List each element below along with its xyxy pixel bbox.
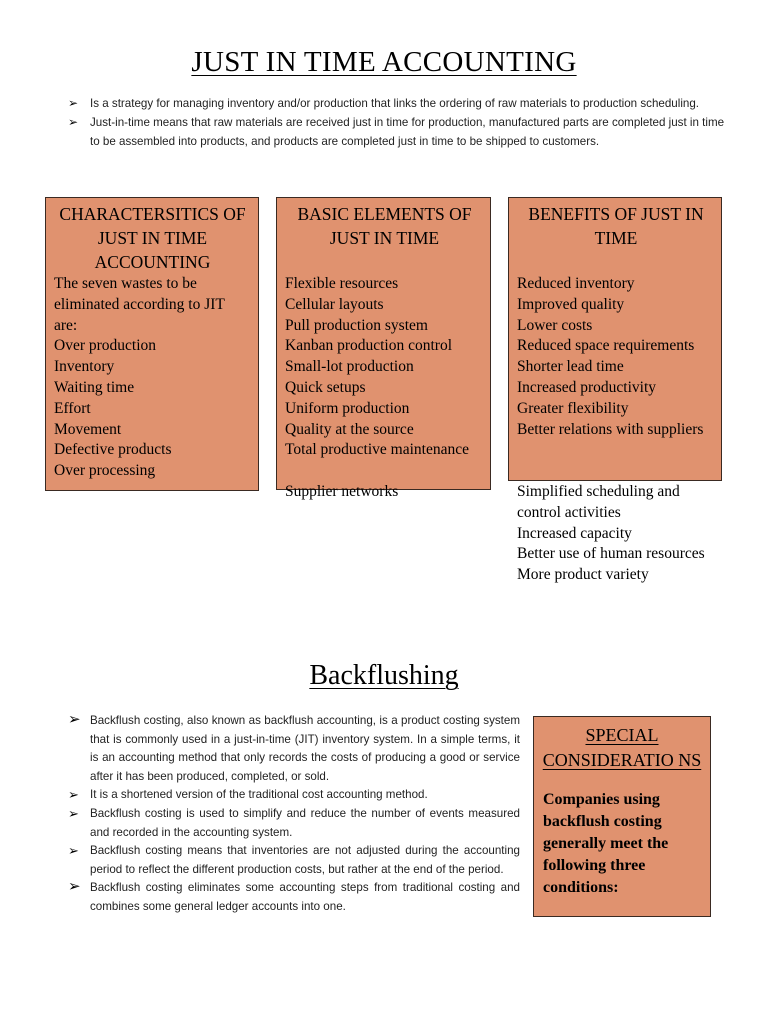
list-item: Increased capacity [517, 524, 632, 542]
arrow-bullet-icon: ➢ [68, 96, 79, 110]
intro-bullet: ➢ Just-in-time means that raw materials are received just in time for production, manufactured parts are completed just in time to be assembled into products, and products are completed just in time to be shipped to customers. [68, 115, 725, 148]
characteristics-box [45, 197, 259, 491]
backflushing-bullet: ➢ It is a shortened version of the traditional cost accounting method. [68, 786, 520, 805]
arrow-bullet-icon: ➢ [68, 843, 79, 859]
list-item: Waiting time [54, 378, 135, 396]
list-item: Total productive maintenance [285, 441, 469, 459]
list-item: Over processing [54, 462, 156, 480]
benefits-overflow-list [517, 482, 717, 586]
intro-bullet: ➢ Is a strategy for managing inventory and/or production that links the ordering of raw materials to production scheduling. [68, 94, 728, 113]
characteristics-list [54, 274, 251, 482]
list-item: Uniform production [285, 399, 410, 417]
arrow-bullet-icon: ➢ [68, 878, 81, 896]
characteristics-heading: CHARACTERSITICS OF JUST IN TIME ACCOUNTING [59, 204, 246, 272]
basic-elements-box [276, 197, 491, 490]
list-item: Inventory [54, 358, 115, 376]
list-item: The seven wastes to be eliminated according to JIT are: [54, 275, 225, 334]
list-item: Improved quality [517, 295, 625, 313]
backflushing-bullet-list [68, 712, 520, 917]
list-item: Over production [54, 337, 157, 355]
list-item: Reduced inventory [517, 275, 635, 292]
list-item: Movement [54, 420, 122, 438]
arrow-bullet-icon: ➢ [68, 115, 79, 129]
list-item: Effort [54, 399, 91, 417]
list-item: Defective products [54, 441, 172, 459]
basic-elements-heading: BASIC ELEMENTS OF JUST IN TIME [297, 204, 472, 248]
list-item: Greater flexibility [517, 399, 629, 417]
backflushing-bullet: ➢ Backflush costing, also known as backflush accounting, is a product costing system that is commonly used in a just-in-time (JIT) inventory system. In a simple terms, it is an accounting method that only records the costs of producing a good or service after it has been produced, completed, or sold. [68, 711, 520, 783]
list-item: Simplified scheduling and control activities [517, 483, 680, 521]
list-item: Pull production system [285, 316, 428, 334]
special-considerations-text: Companies using backflush costing generally meet the following three conditions: [543, 791, 669, 896]
list-item: More product variety [517, 566, 649, 584]
list-item: Better use of human resources [517, 545, 705, 563]
backflushing-bullet: ➢ Backflush costing means that inventories are not adjusted during the accounting period to reflect the different production costs, but rather at the end of the period. [68, 843, 520, 876]
benefits-list [517, 274, 715, 440]
list-item: Shorter lead time [517, 358, 624, 376]
benefits-box [508, 197, 722, 481]
arrow-bullet-icon: ➢ [68, 787, 79, 803]
backflushing-title: Backflushing [309, 660, 459, 691]
backflushing-bullet: ➢ Backflush costing is used to simplify and reduce the number of events measured and recorded in the accounting system. [68, 805, 520, 839]
arrow-bullet-icon: ➢ [68, 805, 79, 821]
list-item: Quick setups [285, 378, 366, 396]
page-title: JUST IN TIME ACCOUNTING [191, 46, 577, 78]
list-item: Cellular layouts [285, 295, 384, 313]
basic-elements-overflow-item: Supplier networks [285, 483, 399, 500]
benefits-heading: BENEFITS OF JUST IN TIME [528, 204, 704, 248]
special-considerations-heading: SPECIAL CONSIDERATIO NS [542, 725, 702, 770]
list-item: Kanban production control [285, 337, 453, 355]
list-item: Flexible resources [285, 275, 399, 292]
intro-bullet-list [68, 94, 728, 151]
list-item: Increased productivity [517, 378, 657, 396]
backflushing-bullet: ➢ Backflush costing eliminates some accounting steps from traditional costing and combines some general ledger accounts into one. [68, 878, 520, 913]
basic-elements-list [285, 274, 484, 461]
list-item: Quality at the source [285, 420, 414, 438]
arrow-bullet-icon: ➢ [68, 711, 81, 728]
special-considerations-box [533, 716, 711, 917]
list-item: Small-lot production [285, 358, 414, 376]
list-item: Reduced space requirements [517, 337, 695, 355]
list-item: Lower costs [517, 316, 593, 334]
list-item: Better relations with suppliers [517, 420, 704, 438]
